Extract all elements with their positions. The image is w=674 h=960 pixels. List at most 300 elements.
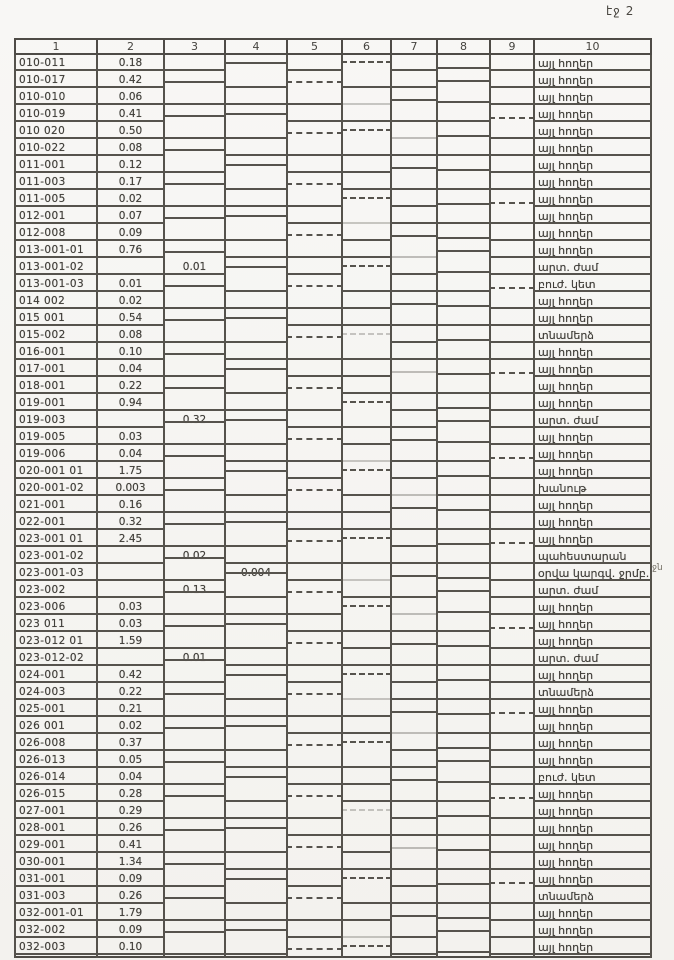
header-row [15, 39, 651, 54]
column-header-3: 3 [164, 39, 225, 54]
table-row [15, 140, 651, 157]
area-value-cell [391, 157, 437, 174]
area-value-cell [391, 361, 437, 378]
area-value-cell [342, 497, 391, 514]
area-value-cell [437, 140, 490, 157]
area-value-cell [490, 786, 534, 803]
table-row [15, 939, 651, 957]
area-value-cell [342, 514, 391, 531]
area-value-cell [342, 684, 391, 701]
page-number-label: էջ 2 [606, 4, 635, 18]
area-value-cell [391, 599, 437, 616]
area-value-cell [164, 72, 225, 89]
area-value-cell [287, 735, 342, 752]
land-use-cell: այլ հողեր [534, 905, 651, 922]
area-value-cell [287, 412, 342, 429]
area-value-cell [342, 667, 391, 684]
area-value-cell [164, 446, 225, 463]
area-value-cell [391, 888, 437, 905]
land-use-cell: այլ հողեր [534, 939, 651, 957]
area-value-cell [164, 786, 225, 803]
land-use-cell: այլ հողեր [534, 803, 651, 820]
parcel-code-cell: 032-001-01 [15, 905, 97, 922]
area-value-cell [437, 599, 490, 616]
land-use-cell: այլ հողեր [534, 514, 651, 531]
area-value-cell [437, 718, 490, 735]
land-use-cell: այլ հողեր [534, 531, 651, 548]
area-value-cell [164, 514, 225, 531]
area-value-cell [490, 718, 534, 735]
area-value-cell [437, 106, 490, 123]
area-value-cell [490, 480, 534, 497]
area-value-cell [97, 582, 164, 599]
land-use-cell: այլ հողեր [534, 497, 651, 514]
land-use-cell: այլ հողեր [534, 837, 651, 854]
area-value-cell [225, 463, 287, 480]
area-value-cell [164, 888, 225, 905]
area-value-cell [490, 837, 534, 854]
area-value-cell [437, 310, 490, 327]
land-use-cell: այլ հողեր [534, 225, 651, 242]
area-value-cell [391, 412, 437, 429]
area-value-cell: 0.04 [97, 361, 164, 378]
area-value-cell [287, 871, 342, 888]
area-value-cell [342, 310, 391, 327]
area-value-cell [391, 531, 437, 548]
area-value-cell [164, 531, 225, 548]
parcel-code-cell: 027-001 [15, 803, 97, 820]
area-value-cell [391, 650, 437, 667]
area-value-cell [391, 718, 437, 735]
land-use-cell: արտ. ժամ [534, 582, 651, 599]
area-value-cell: 0.03 [97, 429, 164, 446]
area-value-cell [225, 684, 287, 701]
land-use-cell: այլ հողեր [534, 344, 651, 361]
area-value-cell [225, 208, 287, 225]
land-use-cell: այլ հողեր [534, 599, 651, 616]
area-value-cell [225, 378, 287, 395]
area-value-cell [225, 752, 287, 769]
area-value-cell [342, 837, 391, 854]
area-value-cell [164, 463, 225, 480]
area-value-cell: 0.50 [97, 123, 164, 140]
area-value-cell [287, 106, 342, 123]
land-use-cell: բուժ. կետ [534, 276, 651, 293]
area-value-cell [225, 599, 287, 616]
area-value-cell [287, 191, 342, 208]
table-row [15, 293, 651, 310]
parcel-code-cell: 023-006 [15, 599, 97, 616]
area-value-cell [164, 344, 225, 361]
area-value-cell: 0.21 [97, 701, 164, 718]
area-value-cell [342, 123, 391, 140]
table-row [15, 803, 651, 820]
parcel-code-cell: 026 001 [15, 718, 97, 735]
area-value-cell [287, 837, 342, 854]
area-value-cell [287, 259, 342, 276]
area-value-cell [437, 803, 490, 820]
area-value-cell [490, 514, 534, 531]
parcel-code-cell: 014 002 [15, 293, 97, 310]
area-value-cell [437, 157, 490, 174]
area-value-cell [490, 752, 534, 769]
area-value-cell [287, 463, 342, 480]
area-value-cell: 0.29 [97, 803, 164, 820]
area-value-cell [437, 939, 490, 957]
area-value-cell [437, 259, 490, 276]
area-value-cell [490, 72, 534, 89]
area-value-cell: 0.02 [97, 718, 164, 735]
area-value-cell: 0.37 [97, 735, 164, 752]
area-value-cell [342, 854, 391, 871]
area-value-cell [342, 769, 391, 786]
area-value-cell [490, 905, 534, 922]
area-value-cell [164, 633, 225, 650]
area-value-cell [225, 361, 287, 378]
area-value-cell [225, 446, 287, 463]
area-value-cell [437, 54, 490, 72]
area-value-cell [342, 54, 391, 72]
area-value-cell [437, 837, 490, 854]
area-value-cell [225, 888, 287, 905]
area-value-cell [391, 242, 437, 259]
area-value-cell [287, 905, 342, 922]
parcel-code-cell: 020-001 01 [15, 463, 97, 480]
parcel-code-cell: 023-002 [15, 582, 97, 599]
area-value-cell [164, 89, 225, 106]
parcel-code-cell: 023-012-02 [15, 650, 97, 667]
area-value-cell [490, 259, 534, 276]
parcel-code-cell: 029-001 [15, 837, 97, 854]
parcel-table [14, 38, 652, 958]
area-value-cell [287, 922, 342, 939]
parcel-code-cell: 025-001 [15, 701, 97, 718]
area-value-cell [490, 140, 534, 157]
area-value-cell [391, 633, 437, 650]
area-value-cell [342, 582, 391, 599]
area-value-cell [225, 905, 287, 922]
area-value-cell [225, 922, 287, 939]
area-value-cell [391, 174, 437, 191]
area-value-cell: 0.18 [97, 54, 164, 72]
area-value-cell: 0.10 [97, 939, 164, 957]
area-value-cell [437, 650, 490, 667]
land-use-cell: այլ հողեր [534, 361, 651, 378]
area-value-cell [225, 123, 287, 140]
land-use-cell: պահեստարան [534, 548, 651, 565]
area-value-cell [391, 378, 437, 395]
margin-note: ջն [652, 563, 663, 573]
area-value-cell [342, 259, 391, 276]
land-use-cell: խանութ [534, 480, 651, 497]
area-value-cell [342, 752, 391, 769]
area-value-cell [225, 310, 287, 327]
parcel-code-cell: 013-001-03 [15, 276, 97, 293]
area-value-cell [225, 769, 287, 786]
area-value-cell [225, 327, 287, 344]
table-row [15, 514, 651, 531]
area-value-cell [225, 106, 287, 123]
area-value-cell [490, 684, 534, 701]
area-value-cell: 0.03 [97, 616, 164, 633]
area-value-cell [437, 480, 490, 497]
area-value-cell [287, 531, 342, 548]
area-value-cell [164, 684, 225, 701]
area-value-cell [164, 54, 225, 72]
area-value-cell [164, 701, 225, 718]
area-value-cell [225, 225, 287, 242]
area-value-cell: 0.54 [97, 310, 164, 327]
area-value-cell [225, 803, 287, 820]
area-value-cell [391, 837, 437, 854]
land-use-cell: այլ հողեր [534, 378, 651, 395]
parcel-code-cell: 020-001-02 [15, 480, 97, 497]
area-value-cell: 0.01 [164, 259, 225, 276]
area-value-cell [342, 225, 391, 242]
area-value-cell [490, 769, 534, 786]
area-value-cell [437, 72, 490, 89]
area-value-cell [490, 497, 534, 514]
land-use-cell: այլ հողեր [534, 123, 651, 140]
area-value-cell [437, 871, 490, 888]
area-value-cell: 0.02 [97, 293, 164, 310]
area-value-cell [342, 565, 391, 582]
area-value-cell [225, 939, 287, 957]
area-value-cell [287, 174, 342, 191]
table-row [15, 123, 651, 140]
area-value-cell [97, 565, 164, 582]
area-value-cell [437, 888, 490, 905]
area-value-cell [342, 701, 391, 718]
area-value-cell [287, 650, 342, 667]
area-value-cell [490, 54, 534, 72]
area-value-cell [164, 378, 225, 395]
area-value-cell [342, 89, 391, 106]
land-use-cell: տնամերձ [534, 888, 651, 905]
area-value-cell [287, 361, 342, 378]
parcel-code-cell: 010-022 [15, 140, 97, 157]
area-value-cell [342, 412, 391, 429]
parcel-code-cell: 030-001 [15, 854, 97, 871]
area-value-cell [490, 888, 534, 905]
area-value-cell [437, 191, 490, 208]
area-value-cell [437, 684, 490, 701]
area-value-cell [342, 140, 391, 157]
area-value-cell [342, 293, 391, 310]
area-value-cell [164, 310, 225, 327]
area-value-cell: 0.22 [97, 378, 164, 395]
table-row [15, 735, 651, 752]
area-value-cell [164, 293, 225, 310]
area-value-cell: 0.10 [97, 344, 164, 361]
column-header-1: 1 [15, 39, 97, 54]
area-value-cell [391, 752, 437, 769]
area-value-cell [225, 582, 287, 599]
area-value-cell [225, 735, 287, 752]
land-use-cell: բուժ. կետ [534, 769, 651, 786]
area-value-cell [490, 174, 534, 191]
parcel-code-cell: 018-001 [15, 378, 97, 395]
area-value-cell [342, 888, 391, 905]
area-value-cell [225, 429, 287, 446]
table-row [15, 888, 651, 905]
parcel-code-cell: 010-011 [15, 54, 97, 72]
area-value-cell [391, 922, 437, 939]
area-value-cell [287, 667, 342, 684]
area-value-cell [342, 939, 391, 957]
area-value-cell [287, 565, 342, 582]
area-value-cell: 0.32 [97, 514, 164, 531]
area-value-cell [391, 667, 437, 684]
area-value-cell [490, 242, 534, 259]
area-value-cell [287, 684, 342, 701]
area-value-cell [437, 701, 490, 718]
land-use-cell: այլ հողեր [534, 718, 651, 735]
area-value-cell [97, 548, 164, 565]
area-value-cell [287, 395, 342, 412]
table-row [15, 242, 651, 259]
area-value-cell [391, 565, 437, 582]
area-value-cell [164, 208, 225, 225]
area-value-cell [287, 72, 342, 89]
parcel-code-cell: 031-003 [15, 888, 97, 905]
parcel-code-cell: 022-001 [15, 514, 97, 531]
area-value-cell [342, 157, 391, 174]
area-value-cell [342, 191, 391, 208]
table-row [15, 650, 651, 667]
area-value-cell [437, 905, 490, 922]
area-value-cell [342, 72, 391, 89]
parcel-code-cell: 024-003 [15, 684, 97, 701]
table-row [15, 565, 651, 582]
area-value-cell [225, 718, 287, 735]
area-value-cell [437, 922, 490, 939]
area-value-cell [287, 157, 342, 174]
area-value-cell [342, 820, 391, 837]
area-value-cell [342, 106, 391, 123]
area-value-cell: 0.03 [97, 599, 164, 616]
area-value-cell [225, 633, 287, 650]
area-value-cell [225, 854, 287, 871]
area-value-cell [342, 446, 391, 463]
area-value-cell [287, 242, 342, 259]
area-value-cell [490, 191, 534, 208]
area-value-cell [437, 854, 490, 871]
area-value-cell [287, 378, 342, 395]
area-value-cell [490, 582, 534, 599]
parcel-code-cell: 023-001 01 [15, 531, 97, 548]
land-use-cell: այլ հողեր [534, 242, 651, 259]
area-value-cell [437, 395, 490, 412]
area-value-cell [287, 344, 342, 361]
area-value-cell [391, 735, 437, 752]
area-value-cell [391, 429, 437, 446]
area-value-cell [164, 361, 225, 378]
area-value-cell: 0.12 [97, 157, 164, 174]
area-value-cell [391, 310, 437, 327]
column-header-9: 9 [490, 39, 534, 54]
area-value-cell [342, 480, 391, 497]
area-value-cell [342, 905, 391, 922]
area-value-cell [287, 769, 342, 786]
area-value-cell [391, 191, 437, 208]
land-use-cell: այլ հողեր [534, 174, 651, 191]
land-use-cell: արտ. ժամ [534, 259, 651, 276]
area-value-cell [225, 514, 287, 531]
table-row [15, 616, 651, 633]
parcel-code-cell: 023-001-03 [15, 565, 97, 582]
area-value-cell [225, 650, 287, 667]
parcel-code-cell: 011-001 [15, 157, 97, 174]
area-value-cell [391, 327, 437, 344]
table-body [15, 54, 651, 957]
area-value-cell: 0.08 [97, 140, 164, 157]
parcel-code-cell: 032-002 [15, 922, 97, 939]
area-value-cell [490, 616, 534, 633]
area-value-cell [225, 344, 287, 361]
area-value-cell [391, 344, 437, 361]
area-value-cell [342, 786, 391, 803]
area-value-cell [164, 327, 225, 344]
parcel-code-cell: 013-001-02 [15, 259, 97, 276]
table-row [15, 701, 651, 718]
land-use-cell: տնամերձ [534, 327, 651, 344]
area-value-cell [437, 769, 490, 786]
land-use-cell: օրվա կարգվ. ջրմբ. [534, 565, 651, 582]
area-value-cell [164, 599, 225, 616]
parcel-code-cell: 026-014 [15, 769, 97, 786]
area-value-cell [342, 803, 391, 820]
column-header-7: 7 [391, 39, 437, 54]
area-value-cell [97, 259, 164, 276]
land-use-cell: այլ հողեր [534, 429, 651, 446]
area-value-cell [287, 208, 342, 225]
table-row [15, 327, 651, 344]
area-value-cell [391, 803, 437, 820]
area-value-cell [164, 242, 225, 259]
column-header-5: 5 [287, 39, 342, 54]
area-value-cell [164, 837, 225, 854]
table-row [15, 684, 651, 701]
parcel-code-cell: 017-001 [15, 361, 97, 378]
area-value-cell [287, 54, 342, 72]
table-row [15, 208, 651, 225]
land-use-cell: այլ հողեր [534, 616, 651, 633]
area-value-cell [437, 616, 490, 633]
parcel-code-cell: 026-008 [15, 735, 97, 752]
area-value-cell [342, 616, 391, 633]
area-value-cell [342, 174, 391, 191]
area-value-cell [342, 599, 391, 616]
area-value-cell [164, 174, 225, 191]
parcel-code-cell: 024-001 [15, 667, 97, 684]
land-use-cell: արտ. ժամ [534, 650, 651, 667]
area-value-cell [287, 327, 342, 344]
area-value-cell [437, 752, 490, 769]
parcel-code-cell: 031-001 [15, 871, 97, 888]
area-value-cell: 0.42 [97, 72, 164, 89]
area-value-cell [287, 616, 342, 633]
parcel-code-cell: 032-003 [15, 939, 97, 957]
area-value-cell [342, 429, 391, 446]
table-row [15, 497, 651, 514]
area-value-cell [225, 531, 287, 548]
parcel-code-cell: 010-010 [15, 89, 97, 106]
table-row [15, 548, 651, 565]
area-value-cell [342, 922, 391, 939]
land-use-cell: այլ հողեր [534, 72, 651, 89]
area-value-cell [164, 718, 225, 735]
